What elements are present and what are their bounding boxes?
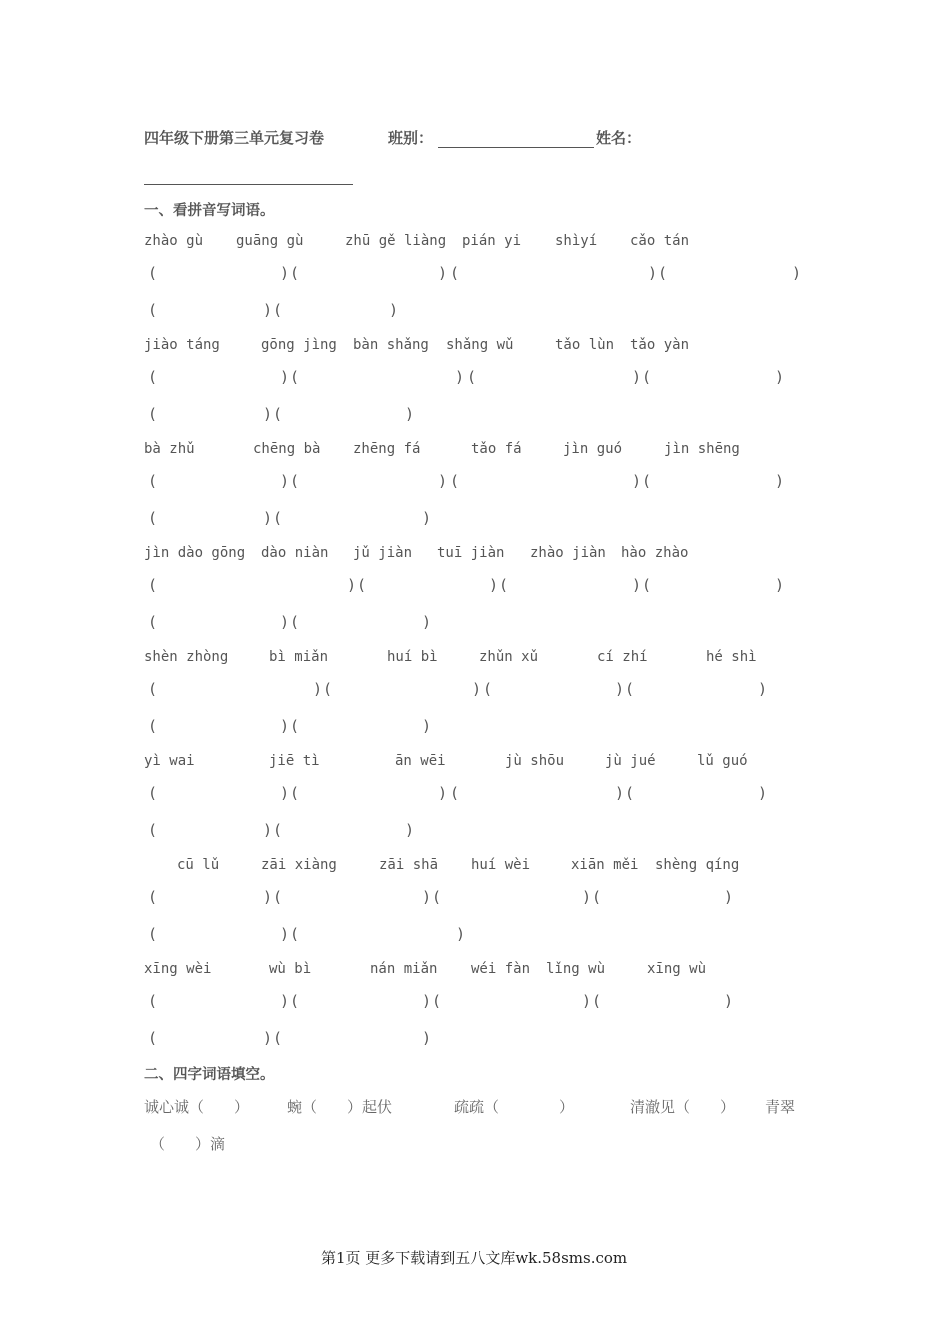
open-paren: ( — [499, 576, 509, 594]
close-paren: ) — [438, 472, 448, 490]
close-paren: ) — [280, 264, 290, 282]
open-paren: ( — [290, 264, 300, 282]
close-paren: ) — [456, 925, 466, 943]
close-paren: ) — [313, 680, 323, 698]
pinyin-word: bì miǎn — [269, 649, 329, 665]
answer-box[interactable] — [432, 992, 592, 1012]
pinyin-word: shèn zhòng — [144, 649, 229, 665]
pinyin-word: bà zhǔ — [144, 441, 195, 457]
name-label: 姓名： — [596, 129, 642, 147]
open-paren: ( — [290, 472, 300, 490]
close-paren: ) — [615, 680, 625, 698]
page-footer: 第1页 更多下载请到五八文库wk.58sms.com — [321, 1249, 628, 1267]
pinyin-word: wù bì — [269, 961, 312, 977]
pinyin-word: jǔ jiàn — [353, 545, 413, 561]
pinyin-word: tǎo fá — [471, 441, 522, 457]
close-paren: ) — [263, 509, 273, 527]
answer-box[interactable] — [290, 368, 465, 388]
open-paren: ( — [323, 680, 333, 698]
answer-box[interactable] — [290, 717, 432, 737]
open-paren: ( — [273, 301, 283, 319]
answer-box[interactable] — [467, 368, 642, 388]
close-paren: ) — [389, 301, 399, 319]
answer-box[interactable] — [273, 888, 432, 908]
answer-box[interactable] — [273, 509, 432, 529]
pinyin-word: yì wai — [144, 753, 195, 769]
close-paren: ) — [263, 888, 273, 906]
idiom-item: 蜿（ ）起伏 — [287, 1098, 393, 1116]
pinyin-word: shìyí — [555, 233, 598, 249]
open-paren: ( — [290, 717, 300, 735]
answer-box[interactable] — [148, 264, 290, 284]
idiom-item: 疏疏（ ） — [454, 1098, 575, 1116]
open-paren: ( — [273, 821, 283, 839]
open-paren: ( — [148, 405, 158, 423]
answer-box[interactable] — [642, 576, 785, 596]
answer-box[interactable] — [642, 368, 785, 388]
class-label: 班别： — [388, 129, 434, 147]
open-paren: ( — [148, 301, 158, 319]
answer-box[interactable] — [148, 405, 273, 425]
pinyin-word: zhǔn xǔ — [479, 649, 539, 665]
close-paren: ) — [438, 264, 448, 282]
close-paren: ) — [405, 405, 415, 423]
close-paren: ) — [263, 405, 273, 423]
close-paren: ) — [632, 472, 642, 490]
open-paren: ( — [642, 576, 652, 594]
pinyin-word: pián yi — [462, 233, 522, 249]
answer-box[interactable] — [642, 472, 785, 492]
open-paren: ( — [642, 368, 652, 386]
pinyin-word: jìn dào gōng — [144, 545, 246, 561]
open-paren: ( — [290, 784, 300, 802]
pinyin-word: lǐng wù — [546, 961, 606, 977]
answer-box[interactable] — [450, 784, 625, 804]
pinyin-word: hé shì — [706, 649, 757, 665]
worksheet-title: 四年级下册第三单元复习卷 — [144, 129, 325, 147]
pinyin-word: ān wēi — [395, 753, 446, 769]
close-paren: ) — [422, 613, 432, 631]
open-paren: ( — [148, 1029, 158, 1047]
close-paren: ) — [422, 888, 432, 906]
answer-box[interactable] — [290, 264, 448, 284]
close-paren: ) — [615, 784, 625, 802]
answer-box[interactable] — [148, 888, 273, 908]
close-paren: ) — [775, 368, 785, 386]
close-paren: ) — [489, 576, 499, 594]
section1-heading: 一、看拼音写词语。 — [144, 203, 275, 219]
close-paren: ) — [582, 888, 592, 906]
answer-box[interactable] — [483, 680, 625, 700]
pinyin-word: tuī jiàn — [437, 545, 505, 561]
open-paren: ( — [148, 821, 158, 839]
close-paren: ) — [455, 368, 465, 386]
answer-box[interactable] — [592, 888, 734, 908]
close-paren: ) — [263, 1029, 273, 1047]
answer-box[interactable] — [432, 888, 592, 908]
pinyin-word: lǔ guó — [697, 753, 748, 769]
pinyin-word: hào zhào — [621, 545, 689, 561]
close-paren: ) — [472, 680, 482, 698]
answer-box[interactable] — [273, 405, 415, 425]
pinyin-word: zhēng fá — [353, 441, 421, 457]
open-paren: ( — [148, 992, 158, 1010]
close-paren: ) — [422, 717, 432, 735]
close-paren: ) — [405, 821, 415, 839]
answer-box[interactable] — [323, 680, 482, 700]
pinyin-word: cí zhí — [597, 649, 648, 665]
pinyin-word: nán miǎn — [370, 961, 438, 977]
pinyin-word: zāi shā — [379, 857, 439, 873]
close-paren: ) — [280, 992, 290, 1010]
pinyin-word: zhū gě liàng — [345, 233, 447, 249]
open-paren: ( — [642, 472, 652, 490]
answer-box[interactable] — [148, 576, 357, 596]
open-paren: ( — [625, 784, 635, 802]
close-paren: ) — [263, 821, 273, 839]
open-paren: ( — [273, 888, 283, 906]
pinyin-word: huí wèi — [471, 857, 531, 873]
answer-box[interactable] — [290, 472, 448, 492]
answer-box[interactable] — [499, 576, 642, 596]
close-paren: ) — [758, 784, 768, 802]
close-paren: ) — [263, 301, 273, 319]
idiom-item: （ ）滴 — [150, 1135, 226, 1153]
open-paren: ( — [290, 925, 300, 943]
answer-box[interactable] — [148, 472, 290, 492]
open-paren: ( — [432, 888, 442, 906]
answer-box[interactable] — [148, 925, 290, 945]
open-paren: ( — [148, 264, 158, 282]
close-paren: ) — [280, 925, 290, 943]
class-blank[interactable] — [438, 129, 594, 148]
pinyin-word: jù shōu — [505, 753, 565, 769]
close-paren: ) — [648, 264, 658, 282]
open-paren: ( — [148, 509, 158, 527]
answer-box[interactable] — [148, 717, 290, 737]
pinyin-word: xīng wù — [647, 961, 707, 977]
pinyin-word: zāi xiàng — [261, 857, 337, 873]
pinyin-word: jiào táng — [144, 337, 220, 353]
open-paren: ( — [148, 888, 158, 906]
pinyin-word: jìn shēng — [664, 441, 740, 457]
close-paren: ) — [758, 680, 768, 698]
close-paren: ) — [280, 717, 290, 735]
close-paren: ) — [280, 472, 290, 490]
answer-box[interactable] — [290, 992, 432, 1012]
open-paren: ( — [450, 264, 460, 282]
pinyin-word: huí bì — [387, 649, 438, 665]
close-paren: ) — [775, 576, 785, 594]
pinyin-word: cǎo tán — [630, 233, 690, 249]
pinyin-word: wéi fàn — [471, 961, 531, 977]
open-paren: ( — [148, 717, 158, 735]
close-paren: ) — [792, 264, 802, 282]
open-paren: ( — [625, 680, 635, 698]
answer-box[interactable] — [625, 784, 768, 804]
open-paren: ( — [148, 784, 158, 802]
answer-box[interactable] — [148, 368, 290, 388]
open-paren: ( — [273, 509, 283, 527]
pinyin-word: gōng jìng — [261, 337, 337, 353]
answer-box[interactable] — [148, 680, 323, 700]
close-paren: ) — [632, 576, 642, 594]
close-paren: ) — [280, 368, 290, 386]
pinyin-word: tǎo lùn — [555, 337, 615, 353]
idiom-item: 清澈见（ ） — [630, 1098, 736, 1116]
close-paren: ) — [280, 784, 290, 802]
open-paren: ( — [658, 264, 668, 282]
name-blank[interactable] — [144, 166, 353, 185]
open-paren: ( — [273, 405, 283, 423]
pinyin-word: dào niàn — [261, 545, 329, 561]
pinyin-word: chēng bà — [253, 441, 321, 457]
open-paren: ( — [483, 680, 493, 698]
answer-box[interactable] — [625, 680, 768, 700]
answer-box[interactable] — [148, 301, 273, 321]
open-paren: ( — [148, 925, 158, 943]
answer-box[interactable] — [450, 472, 642, 492]
open-paren: ( — [148, 368, 158, 386]
answer-box[interactable] — [290, 784, 448, 804]
open-paren: ( — [273, 1029, 283, 1047]
idiom-item: 诚心诚（ ） — [144, 1098, 250, 1116]
close-paren: ) — [724, 888, 734, 906]
open-paren: ( — [357, 576, 367, 594]
close-paren: ) — [775, 472, 785, 490]
pinyin-word: zhào gù — [144, 233, 204, 249]
close-paren: ) — [347, 576, 357, 594]
pinyin-word: guāng gù — [236, 233, 304, 249]
answer-box[interactable] — [450, 264, 658, 284]
open-paren: ( — [290, 992, 300, 1010]
open-paren: ( — [592, 992, 602, 1010]
pinyin-word: zhào jiàn — [530, 545, 606, 561]
close-paren: ) — [582, 992, 592, 1010]
close-paren: ) — [422, 1029, 432, 1047]
answer-box[interactable] — [592, 992, 734, 1012]
pinyin-word: xiān měi — [571, 857, 639, 873]
answer-box[interactable] — [148, 509, 273, 529]
answer-box[interactable] — [148, 992, 290, 1012]
answer-box[interactable] — [357, 576, 499, 596]
answer-box[interactable] — [148, 821, 273, 841]
close-paren: ) — [422, 509, 432, 527]
answer-box[interactable] — [290, 613, 432, 633]
open-paren: ( — [148, 472, 158, 490]
close-paren: ) — [632, 368, 642, 386]
pinyin-word: shèng qíng — [655, 857, 740, 873]
open-paren: ( — [148, 680, 158, 698]
pinyin-word: xīng wèi — [144, 961, 212, 977]
pinyin-word: bàn shǎng — [353, 337, 429, 353]
answer-box[interactable] — [658, 264, 802, 284]
answer-box[interactable] — [273, 821, 415, 841]
answer-box[interactable] — [148, 1029, 273, 1049]
section2-heading: 二、四字词语填空。 — [144, 1067, 275, 1083]
pinyin-word: tǎo yàn — [630, 337, 690, 353]
answer-box[interactable] — [148, 613, 290, 633]
close-paren: ) — [422, 992, 432, 1010]
open-paren: ( — [148, 576, 158, 594]
close-paren: ) — [724, 992, 734, 1010]
open-paren: ( — [432, 992, 442, 1010]
answer-box[interactable] — [148, 784, 290, 804]
open-paren: ( — [148, 613, 158, 631]
close-paren: ) — [280, 613, 290, 631]
pinyin-word: jiē tì — [269, 753, 320, 769]
close-paren: ) — [438, 784, 448, 802]
answer-box[interactable] — [290, 925, 466, 945]
answer-box[interactable] — [273, 1029, 432, 1049]
idiom-item: 青翠 — [765, 1098, 796, 1116]
pinyin-word: jìn guó — [563, 441, 623, 457]
open-paren: ( — [592, 888, 602, 906]
pinyin-word: shǎng wǔ — [446, 337, 514, 353]
open-paren: ( — [290, 368, 300, 386]
answer-box[interactable] — [273, 301, 399, 321]
open-paren: ( — [450, 472, 460, 490]
pinyin-word: jù jué — [605, 753, 656, 769]
open-paren: ( — [290, 613, 300, 631]
open-paren: ( — [467, 368, 477, 386]
pinyin-word: cū lǔ — [177, 857, 220, 873]
open-paren: ( — [450, 784, 460, 802]
